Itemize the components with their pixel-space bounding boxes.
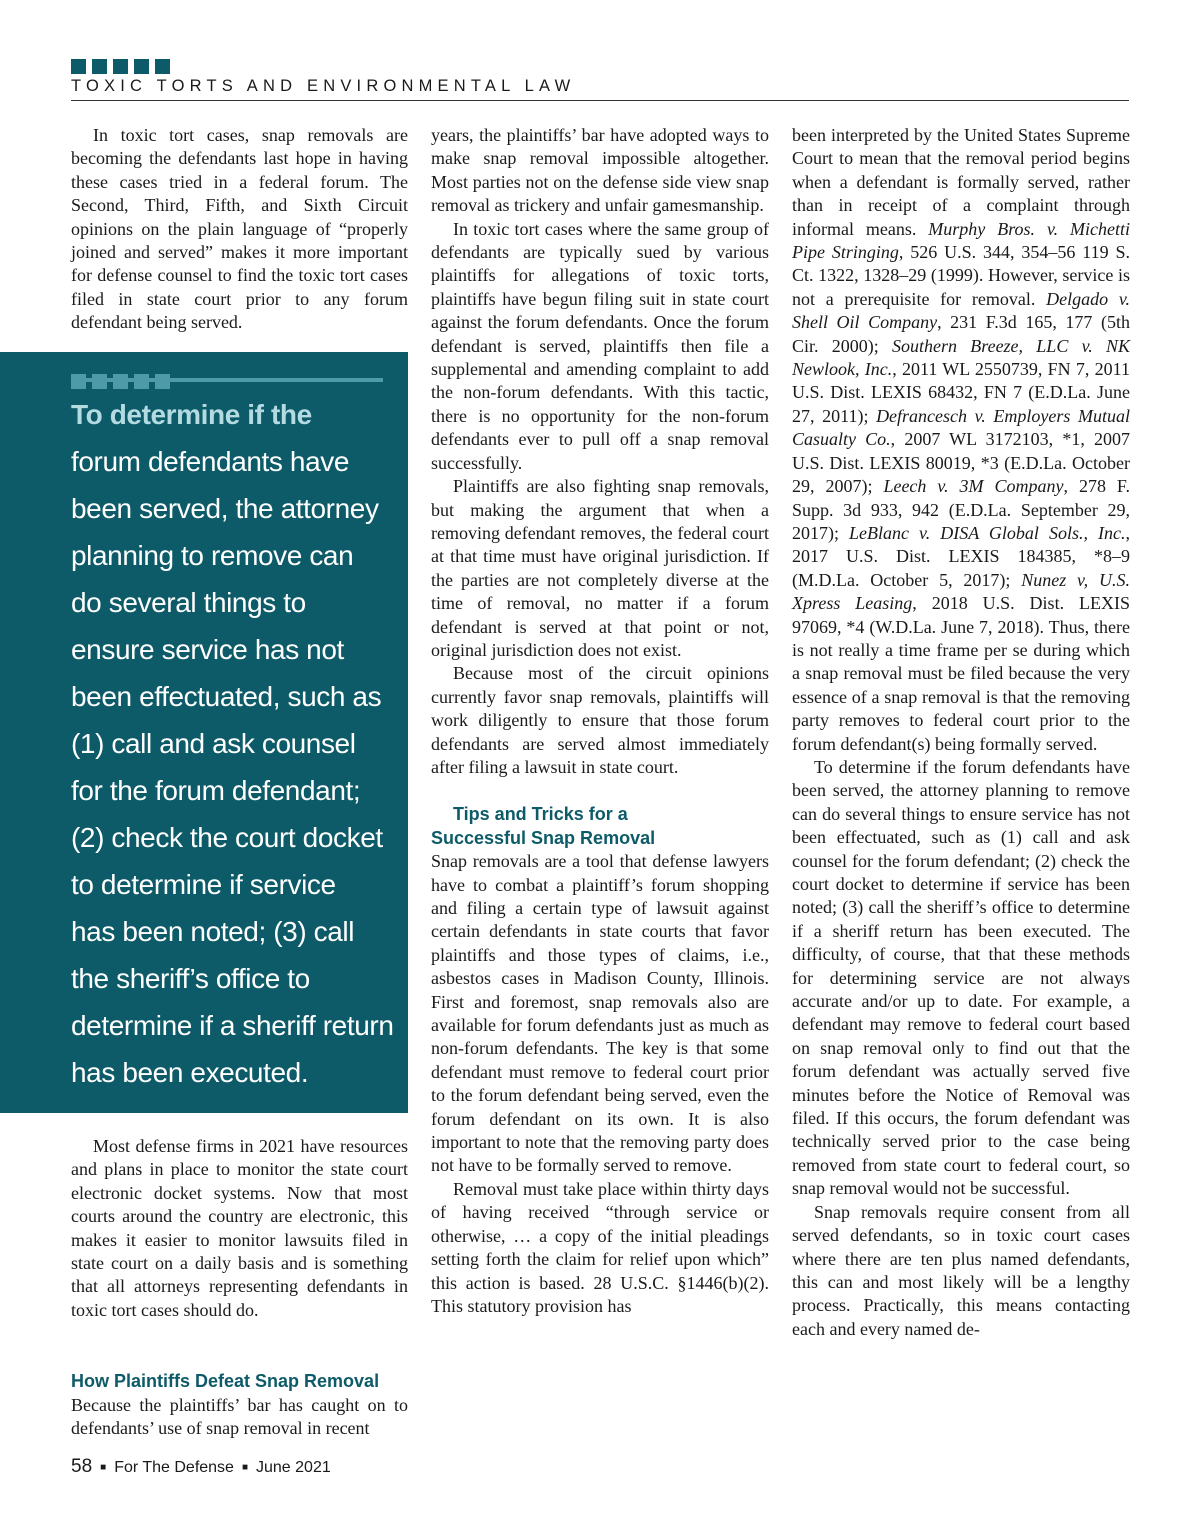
text-run: , 2018 U.S. Dist. LEXIS 97069, *4 (W.D.La. June 7, 2018). Thus, there is not really a time frame per se during which a snap removal must be filed because the very essence of a snap removal is that the removing party removes to federal court prior to the forum defendant(s) being formally served. xyxy=(792,593,1130,754)
column-3 xyxy=(792,124,1130,1341)
pull-quote-line: to determine if service xyxy=(71,869,336,900)
pull-quote-line: do several things to xyxy=(71,587,306,618)
publication-name: For The Defense xyxy=(114,1459,234,1476)
subheading xyxy=(431,803,769,850)
paragraph: In toxic tort cases where the same group of defendants are typically sued by various plaintiffs for allegations of toxic torts, plaintiffs have begun filing suit in state court against the forum defendants. Once the forum defendant is served, plaintiffs then file a supplemental and amending complaint to add the non-forum defendants. With this tactic, there is no opportunity for the non-forum defendants ever to pull off a snap removal successfully. xyxy=(431,218,769,473)
issue-date: June 2021 xyxy=(256,1459,331,1476)
ornament-square xyxy=(92,374,107,389)
column-1-body xyxy=(71,1135,408,1322)
ornament-square xyxy=(155,374,170,389)
column-1-intro xyxy=(71,124,408,335)
ornament-square xyxy=(134,59,149,74)
section-title: TOXIC TORTS AND ENVIRONMENTAL LAW xyxy=(71,77,576,95)
pull-quote-squares-ornament xyxy=(71,374,170,389)
paragraph: Because the plaintiffs’ bar has caught on to defendants’ use of snap removal in recent xyxy=(71,1395,408,1439)
paragraph: Removal must take place within thirty days of having received “through service or otherwise, … a copy of the initial pleadings setting forth the claim for relief upon which” this action is based. 28 U.S.C. §1446(b)(2). This statutory provision has xyxy=(431,1178,769,1316)
text-run: , 526 U.S. 344, 354–56 119 S. Ct. 1322, 1328–29 (1999). However, service is not a prerequisite for removal. xyxy=(792,242,1130,309)
column-1-tail xyxy=(71,1394,408,1441)
ornament-square xyxy=(71,374,86,389)
pull-quote-line: has been executed. xyxy=(71,1057,309,1088)
subheading-line: Successful Snap Removal xyxy=(431,827,656,848)
page-footer xyxy=(71,1456,331,1478)
paragraph: In toxic tort cases, snap removals are becoming the defendants last hope in having these cases tried in a federal forum. The Second, Third, Fifth, and Sixth Circuit opinions on the plain language of “properly joined and served” makes it more important for defense counsel to find the toxic tort cases filed in state court prior to any forum defendant being served. xyxy=(71,125,408,333)
subheading-line: Tips and Tricks for a xyxy=(453,804,628,825)
column-2 xyxy=(431,124,769,1318)
case-citation: Delgado v. Shell Oil Company xyxy=(792,288,1130,333)
ornament-square xyxy=(155,59,170,74)
paragraph: years, the plaintiffs’ bar have adopted ways to make snap removal impossible altogether. Most parties not on the defense side view snap removal as trickery and unfair gamesmanship. xyxy=(431,125,769,216)
paragraph: Because most of the circuit opinions currently favor snap removals, plaintiffs will work diligently to ensure that those forum defendants are served almost immediately after filing a lawsuit in state court. xyxy=(431,663,769,777)
header-divider xyxy=(71,100,1129,101)
bullet-separator-icon: ■ xyxy=(241,1462,248,1473)
pull-quote-line: determine if a sheriff return xyxy=(71,1010,394,1041)
ornament-square xyxy=(113,374,128,389)
pull-quote-line: been served, the attorney xyxy=(71,493,379,524)
pull-quote-line: has been noted; (3) call xyxy=(71,916,355,947)
ornament-square xyxy=(92,59,107,74)
case-citation: Southern Breeze, LLC v. NK Newlook, Inc. xyxy=(792,335,1130,380)
text-run: , 2017 U.S. Dist. LEXIS 184385, *8–9 (M.D.La. October 5, 2017); xyxy=(792,522,1130,590)
text-run: been interpreted by the United States Supreme Court to mean that the removal period begins when a defendant is formally served, rather than in receipt of a complaint through informal means. xyxy=(792,125,1130,239)
case-citation: LeBlanc v. DISA Global Sols., Inc. xyxy=(849,522,1126,543)
pull-quote-line: for the forum defendant; xyxy=(71,775,361,806)
pull-quote-line: the sheriff’s office to xyxy=(71,963,310,994)
paragraph-with-citations xyxy=(792,124,1130,756)
pull-quote-lead-line: To determine if the xyxy=(71,399,312,430)
paragraph: Plaintiffs are also fighting snap removals, but making the argument that when a removing defendant removes, the federal court at that time must have original jurisdiction. If the parties are not completely diverse at the time of removal, no matter if a forum defendant is served at that point or not, original jurisdiction does not exist. xyxy=(431,476,769,660)
pull-quote-line: forum defendants have xyxy=(71,446,350,477)
text-run: , 278 F. Supp. 3d 933, 942 (E.D.La. September 29, 2017); xyxy=(792,476,1130,543)
page-number: 58 xyxy=(71,1456,93,1477)
ornament-square xyxy=(113,59,128,74)
case-citation: Murphy Bros. v. Michetti Pipe Stringing xyxy=(792,218,1130,263)
bullet-separator-icon: ■ xyxy=(100,1462,107,1473)
subheading-defeat-snap-removal-wrap xyxy=(71,1370,408,1393)
pull-quote-text xyxy=(71,391,401,1096)
paragraph: Most defense firms in 2021 have resources and plans in place to monitor the state court electronic docket systems. Now that most courts around the country are electronic, this makes it easier to monitor lawsuits filed in state court on a daily basis and is something that all attorneys representing defendants in toxic tort cases should do. xyxy=(71,1136,408,1320)
text-run: , 2007 WL 3172103, *1, 2007 U.S. Dist. LEXIS 80019, *3 (E.D.La. October 29, 2007); xyxy=(792,429,1130,497)
subheading: How Plaintiffs Defeat Snap Removal xyxy=(71,1371,380,1391)
paragraph: To determine if the forum defendants have been served, the attorney planning to remove can do several things to ensure service has not been effectuated, such as (1) call and ask counsel for the forum defendant; (2) check the court docket to determine if service has been noted; (3) call the sheriff’s office to determine if a sheriff return has been executed. The difficulty, of course, that that these methods for determining service are not always accurate and/or up to date. For example, a defendant may remove to federal court based on snap removal only to find out that the forum defendant was actually served five minutes before the Notice of Removal was filed. If this occurs, the forum defendant was technically served prior to the case being removed from state court to federal court, so snap removal would not be successful. xyxy=(792,756,1130,1199)
pull-quote-line: been effectuated, such as xyxy=(71,681,382,712)
case-citation: Defrancesch v. Employers Mutual Casualty Co. xyxy=(792,405,1130,450)
pull-quote-line: planning to remove can xyxy=(71,540,354,571)
pull-quote-line: ensure service has not xyxy=(71,634,344,665)
text-run: , 231 F.3d 165, 177 (5th Cir. 2000); xyxy=(792,312,1130,356)
pull-quote-line: (2) check the court docket xyxy=(71,822,383,853)
text-run: , 2011 WL 2550739, FN 7, 2011 U.S. Dist. LEXIS 68432, FN 7 (E.D.La. June 27, 2011); xyxy=(792,359,1130,426)
header-squares-ornament xyxy=(71,59,170,74)
ornament-square xyxy=(71,59,86,74)
case-citation: Leech v. 3M Company xyxy=(883,476,1064,497)
paragraph: Snap removals require consent from all served defendants, so in toxic court cases where there are ten plus named defendants, this can and most likely will be a lengthy process. Practically, this means contacting each and every named de- xyxy=(792,1201,1130,1339)
paragraph: Snap removals are a tool that defense lawyers have to combat a plaintiff’s forum shopping and filing a certain type of lawsuit against certain defendants in state courts that favor plaintiffs and those types of claims, i.e., asbestos cases in Madison County, Illinois. First and foremost, snap removals also are available for forum defendants just as much as non-forum defendants. The key is that some defendant must remove to federal court prior to the forum defendant being served, even the forum defendant on its own. It is also important to note that the removing party does not have to be formally served to remove. xyxy=(431,851,769,1176)
case-citation: Nunez v, U.S. Xpress Leasing xyxy=(792,569,1131,614)
ornament-square xyxy=(134,374,149,389)
pull-quote-line: (1) call and ask counsel xyxy=(71,728,356,759)
pull-quote-box xyxy=(0,352,408,1113)
